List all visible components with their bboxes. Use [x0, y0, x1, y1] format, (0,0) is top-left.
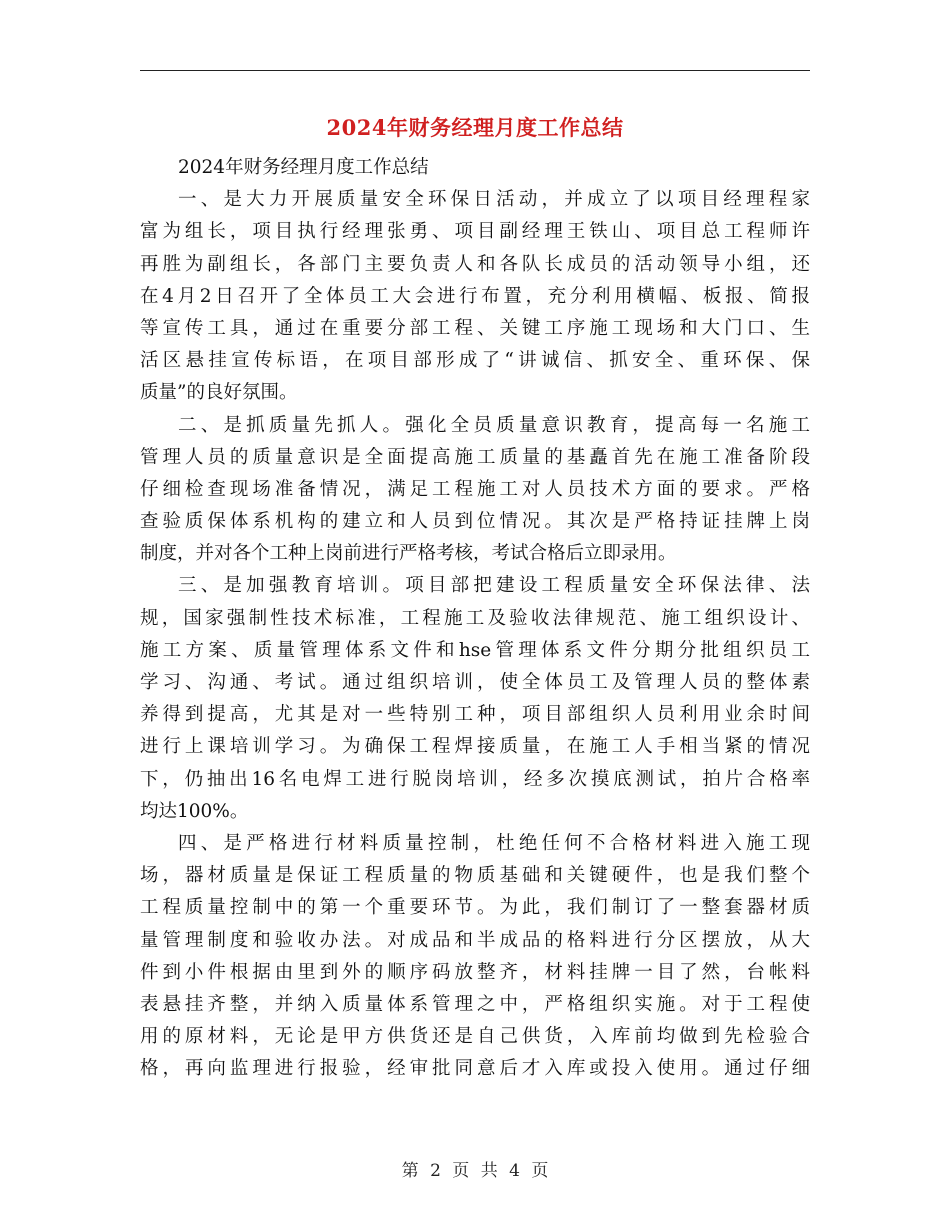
paragraph-line: 再胜为副组长，各部门主要负责人和各队长成员的活动领导小组，还: [140, 253, 810, 275]
paragraph-line: 工程质量控制中的第一个重要环节。为此，我们制订了一整套器材质: [140, 897, 810, 919]
paragraph-line: 用的原材料，无论是甲方供货还是自己供货，入库前均做到先检验合: [140, 1026, 810, 1048]
paragraph-line: 查验质保体系机构的建立和人员到位情况。其次是严格持证挂牌上岗: [140, 511, 810, 533]
paragraph-line: 一、是大力开展质量安全环保日活动，并成立了以项目经理程家: [178, 189, 810, 211]
paragraph-line: 件到小件根据由里到外的顺序码放整齐，材料挂牌一目了然，台帐料: [140, 961, 810, 983]
subtitle-line: 2024年财务经理月度工作总结: [178, 157, 429, 178]
paragraph-line: 富为组长，项目执行经理张勇、项目副经理王铁山、项目总工程师许: [140, 221, 810, 243]
paragraph-line: 量管理制度和验收办法。对成品和半成品的格料进行分区摆放，从大: [140, 929, 810, 951]
document-body: [140, 152, 810, 1085]
paragraph-line: 管理人员的质量意识是全面提高施工质量的基矗首先在施工准备阶段: [140, 446, 810, 468]
paragraph-line: 表悬挂齐整，并纳入质量体系管理之中，严格组织实施。对于工程使: [140, 993, 810, 1015]
paragraph-line: 施工方案、质量管理体系文件和hse管理体系文件分期分批组织员工: [140, 639, 810, 661]
paragraph-line: 下，仍抽出16名电焊工进行脱岗培训，经多次摸底测试，拍片合格率: [140, 768, 810, 790]
paragraph-line: 学习、沟通、考试。通过组织培训，使全体员工及管理人员的整体素: [140, 672, 810, 693]
paragraph-line: 规，国家强制性技术标准，工程施工及验收法律规范、施工组织设计、: [140, 607, 810, 629]
paragraph-line: 均达100%。: [140, 800, 249, 822]
paragraph-line: 格，再向监理进行报验，经审批同意后才入库或投入使用。通过仔细: [140, 1058, 810, 1080]
paragraph-line: 在4月2日召开了全体员工大会进行布置，充分利用横幅、板报、简报: [140, 285, 810, 307]
paragraph-line: 场，器材质量是保证工程质量的物质基础和关键硬件，也是我们整个: [140, 865, 810, 887]
paragraph-line: 等宣传工具，通过在重要分部工程、关键工序施工现场和大门口、生: [140, 317, 810, 339]
paragraph-line: 活区悬挂宣传标语，在项目部形成了“讲诚信、抓安全、重环保、保: [140, 350, 810, 372]
paragraph-line: 养得到提高，尤其是对一些特别工种，项目部组织人员利用业余时间: [140, 704, 810, 726]
document-title: 2024年财务经理月度工作总结: [326, 115, 624, 140]
paragraph-line: 进行上课培训学习。为确保工程焊接质量，在施工人手相当紧的情况: [140, 736, 810, 758]
paragraph-line: 质量”的良好氛围。: [140, 382, 298, 404]
paragraph-line: 四、是严格进行材料质量控制，杜绝任何不合格材料进入施工现: [178, 832, 810, 854]
paragraph-line: 制度，并对各个工种上岗前进行严格考核，考试合格后立即录用。: [140, 543, 677, 565]
paragraph-line: 三、是加强教育培训。项目部把建设工程质量安全环保法律、法: [178, 575, 810, 597]
paragraph-line: 二、是抓质量先抓人。强化全员质量意识教育，提高每一名施工: [178, 414, 810, 436]
page-number: 第 2 页 共 4 页: [401, 1161, 549, 1181]
paragraph-line: 仔细检查现场准备情况，满足工程施工对人员技术方面的要求。严格: [140, 478, 810, 500]
header-rule: [140, 70, 810, 71]
